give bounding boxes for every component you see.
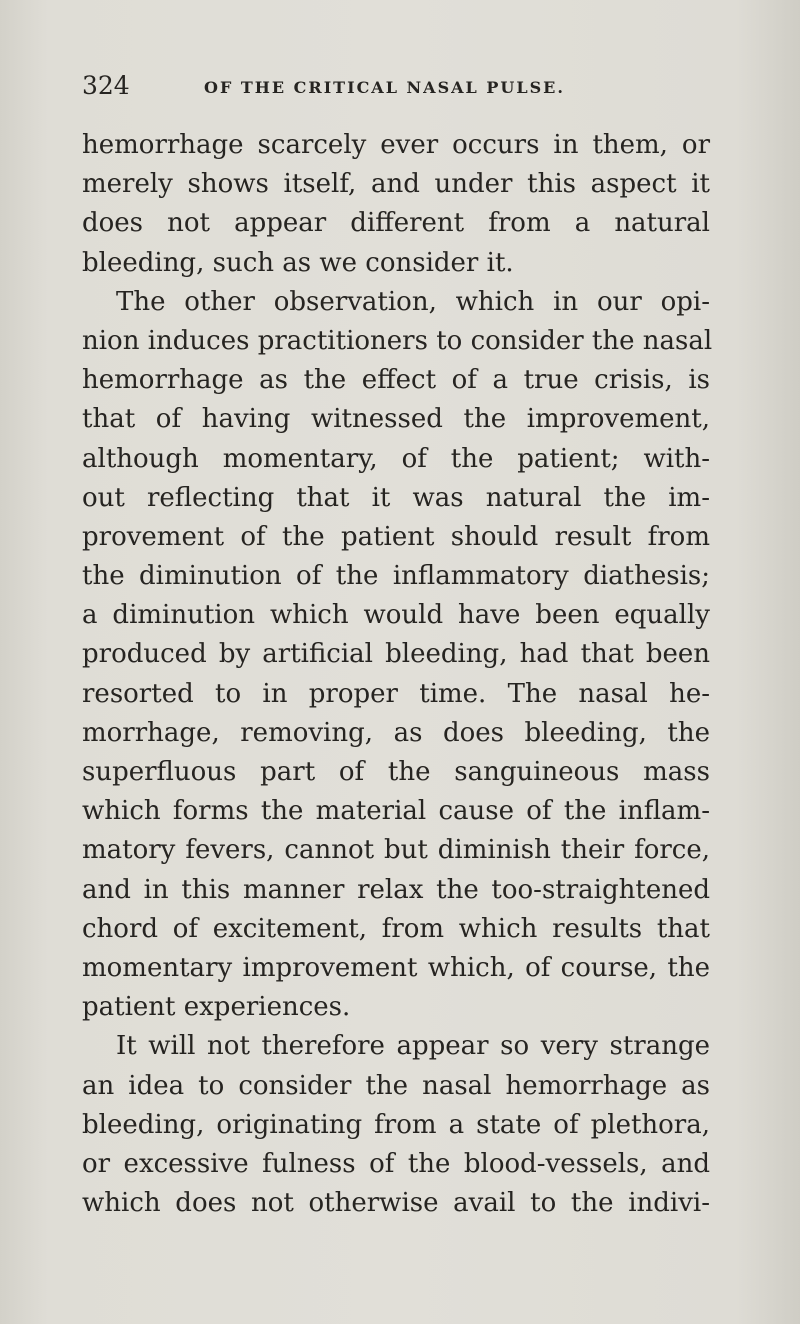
text-line: produced by artificial bleeding, had that been [82,639,710,670]
text-line: bleeding, such as we consider it. [82,247,514,278]
paragraph-1 [82,126,710,283]
text-line: or excessive fulness of the blood-vessels, and [82,1148,710,1179]
body-text [82,126,713,1223]
text-line: superfluous part of the sanguineous mass [82,757,710,787]
text-line: bleeding, originating from a state of plethora, [82,1109,710,1140]
text-line: It will not therefore appear so very strange [116,1031,710,1062]
text-line: provement of the patient should result from [82,521,710,552]
text-line: the diminution of the inflammatory diathesis; [82,561,710,592]
text-line: hemorrhage as the effect of a true crisis, is [82,365,710,396]
text-line: which forms the material cause of the inflam- [82,796,710,827]
page-header [82,66,722,106]
text-line: momentary improvement which, of course, the [82,952,710,983]
text-line: a diminution which would have been equally [82,600,710,631]
text-line: The other observation, which in our opi- [116,286,710,317]
paragraph-3 [82,1027,710,1223]
text-line: and in this manner relax the too-straightened [82,874,710,905]
running-title: OF THE CRITICAL NASAL PULSE. [204,78,565,97]
paragraph-2 [82,283,713,1028]
text-line: merely shows itself, and under this aspect it [82,169,710,200]
page-number: 324 [82,71,130,100]
text-line: hemorrhage scarcely ever occurs in them, or [82,130,710,160]
text-line: although momentary, of the patient; with- [82,443,710,474]
text-line: nion induces practitioners to consider the nasal [82,325,713,356]
text-line: which does not otherwise avail to the indivi- [82,1188,710,1219]
text-line: an idea to consider the nasal hemorrhage as [82,1070,710,1101]
text-line: that of having witnessed the improvement, [82,404,710,435]
text-line: matory fevers, cannot but diminish their force, [82,835,710,866]
text-line: resorted to in proper time. The nasal he- [82,678,710,709]
text-line: morrhage, removing, as does bleeding, the [82,717,710,748]
text-line: patient experiences. [82,992,351,1023]
text-line: does not appear different from a natural [82,208,710,239]
text-line: out reflecting that it was natural the im- [82,482,710,513]
text-line: chord of excitement, from which results that [82,913,710,944]
